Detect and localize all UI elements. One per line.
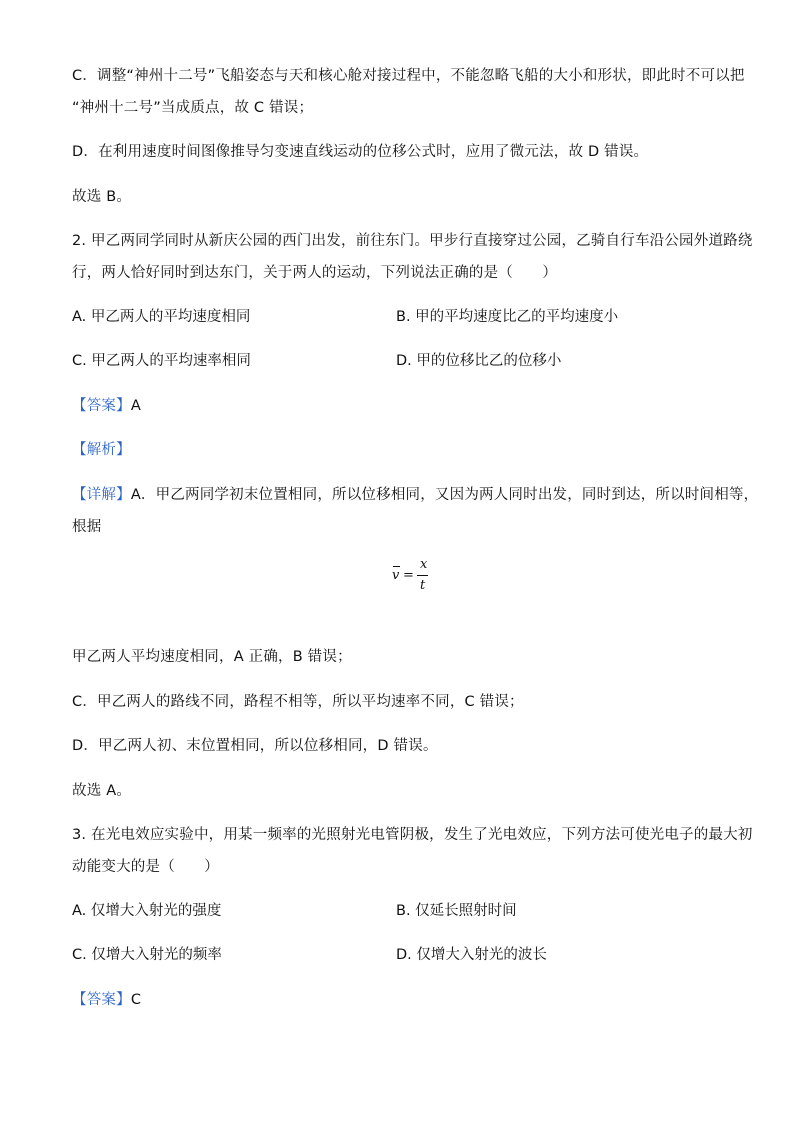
- answer-tag: 【答案】: [72, 398, 131, 414]
- option-c: C. 甲乙两人的平均速率相同: [72, 353, 251, 369]
- text-line: 甲乙两人平均速度相同，A 正确，B 错误；: [72, 649, 352, 665]
- option-b: B. 仅延长照射时间: [396, 903, 517, 919]
- detail-row: [72, 485, 758, 505]
- formula-v: v: [392, 568, 400, 583]
- answer-row: [72, 990, 141, 1010]
- formula-denominator: t: [420, 578, 426, 593]
- detail-tag: 【详解】: [72, 487, 131, 503]
- text-line: D．甲乙两人初、末位置相同，所以位移相同，D 错误。: [72, 738, 438, 754]
- answer-tag: 【答案】: [72, 992, 131, 1008]
- text-line: C．甲乙两人的路线不同，路程不相等，所以平均速率不同，C 错误；: [72, 694, 524, 710]
- text-line: 根据: [72, 519, 102, 535]
- option-a: A. 仅增大入射光的强度: [72, 903, 222, 919]
- formula-overbar: [393, 566, 400, 567]
- option-d: D. 仅增大入射光的波长: [396, 947, 547, 963]
- answer-row: [72, 396, 141, 416]
- formula-equals: =: [403, 568, 414, 583]
- question-2-stem: 2. 甲乙两同学同时从新庆公园的西门出发，前往东门。甲步行直接穿过公园，乙骑自行车沿公园外道路绕: [72, 233, 753, 249]
- formula-numerator: x: [420, 557, 428, 572]
- analysis-tag: 【解析】: [72, 442, 131, 458]
- option-c: C. 仅增大入射光的频率: [72, 947, 222, 963]
- text-line: D．在利用速度时间图像推导匀变速直线运动的位移公式时，应用了微元法，故 D 错误。: [72, 144, 649, 160]
- question-2-stem: 行，两人恰好同时到达东门，关于两人的运动，下列说法正确的是（ ）: [72, 265, 558, 281]
- question-3-stem: 动能变大的是（ ）: [72, 859, 219, 875]
- option-b: B. 甲的平均速度比乙的平均速度小: [396, 309, 619, 325]
- text-line: “神州十二号”当成质点，故 C 错误；: [72, 100, 314, 116]
- question-3-stem: 3. 在光电效应实验中，用某一频率的光照射光电管阴极，发生了光电效应，下列方法可使光电子的最大初: [72, 827, 753, 843]
- option-a: A. 甲乙两人的平均速度相同: [72, 309, 251, 325]
- formula-fraction-bar: [417, 575, 428, 576]
- answer-value: C: [130, 992, 142, 1008]
- text-line: C．调整“神州十二号”飞船姿态与天和核心舱对接过程中，不能忽略飞船的大小和形状，即此时不可以把: [72, 68, 745, 84]
- detail-text: A．甲乙两同学初末位置相同，所以位移相同，又因为两人同时出发，同时到达，所以时间相等，: [130, 487, 759, 503]
- analysis-row: [72, 440, 131, 460]
- text-line: 故选 B。: [72, 189, 132, 205]
- option-d: D. 甲的位移比乙的位移小: [396, 353, 562, 369]
- answer-value: A: [130, 398, 141, 414]
- average-velocity-formula: [392, 558, 432, 598]
- text-line: 故选 A。: [72, 783, 132, 799]
